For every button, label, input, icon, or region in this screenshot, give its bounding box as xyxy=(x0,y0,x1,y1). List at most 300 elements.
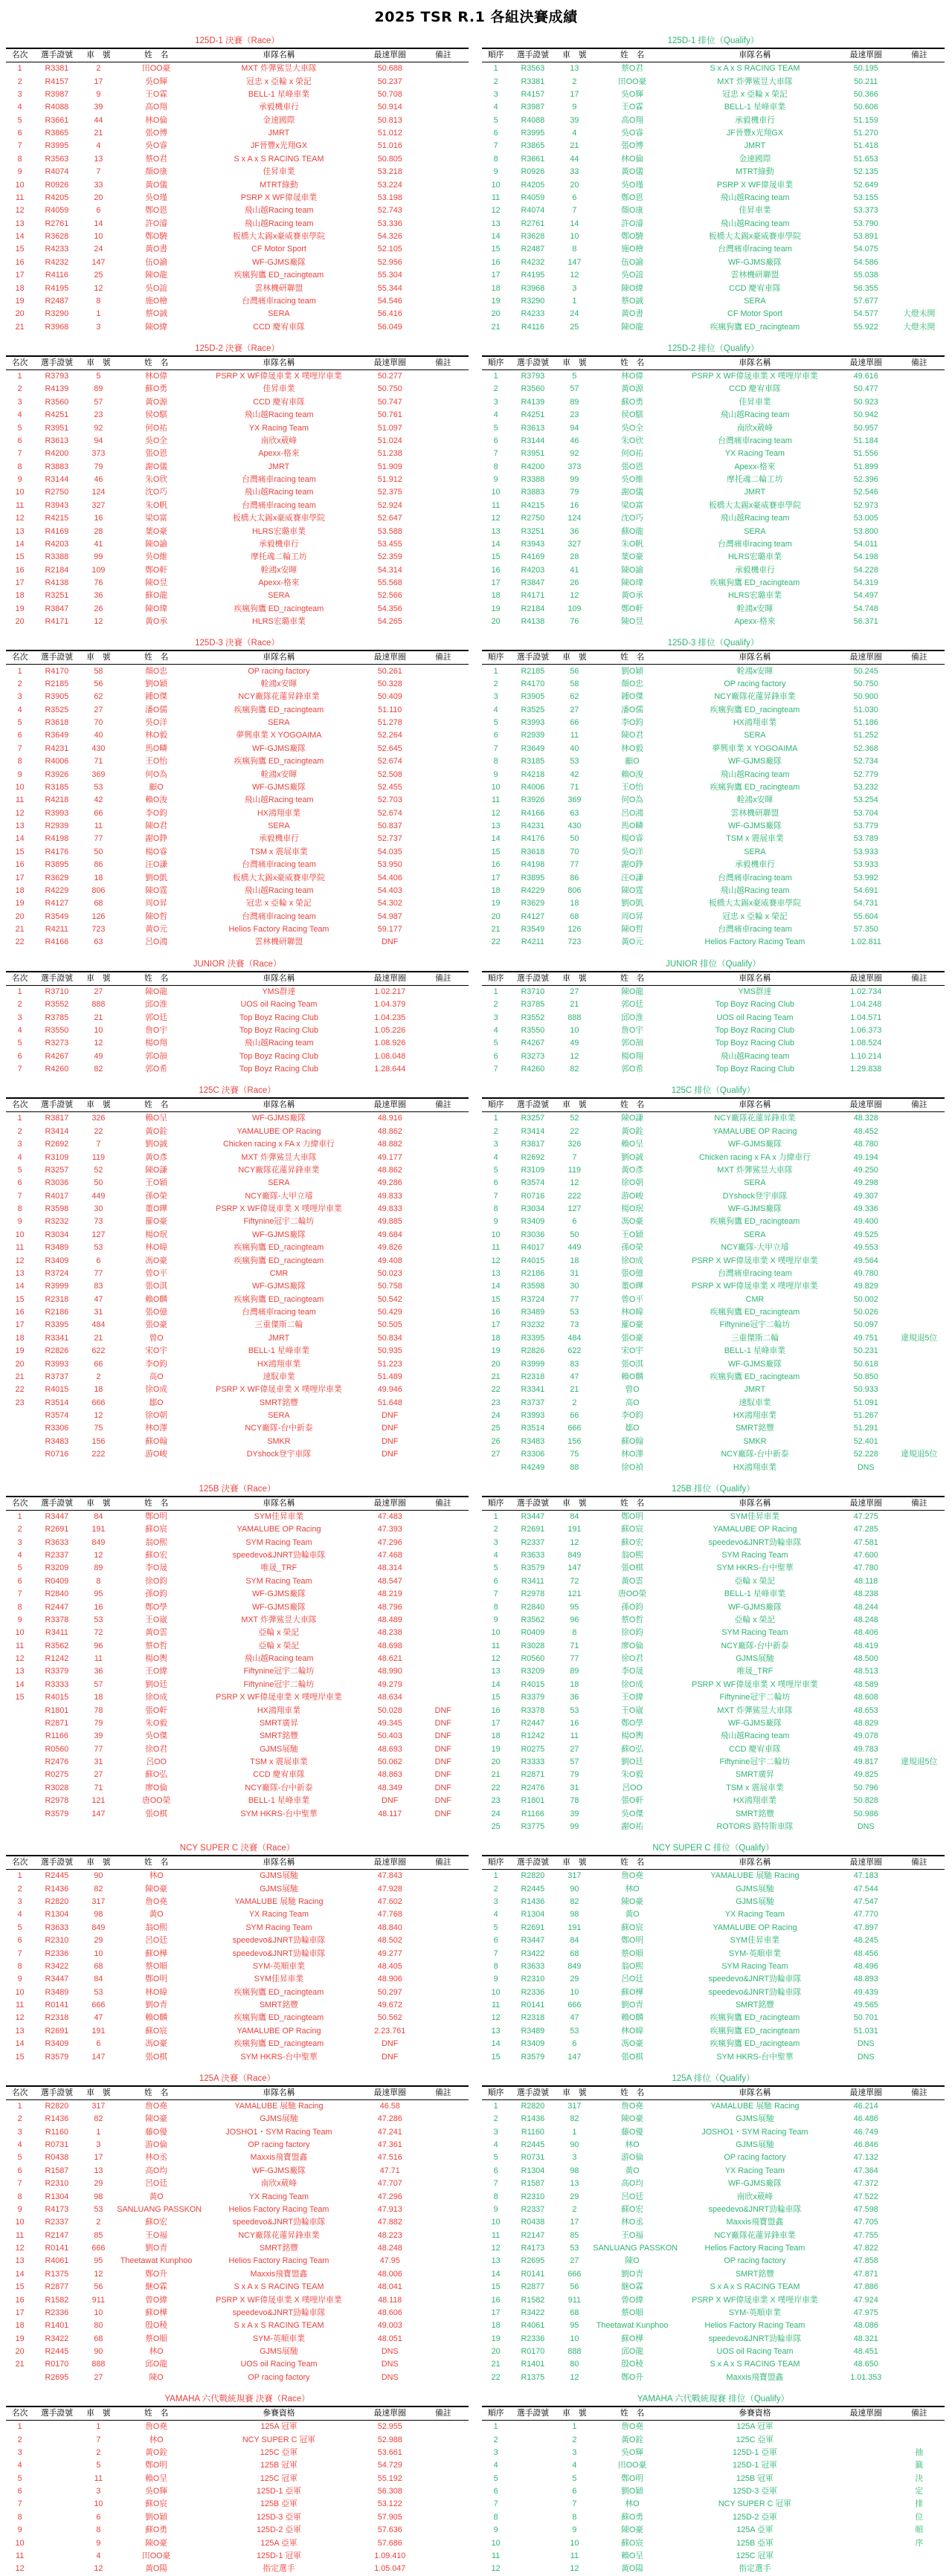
rider-id-cell: R3562 xyxy=(45,1641,69,1650)
remark-cell xyxy=(418,1063,469,1076)
rank-cell: 5 xyxy=(493,1923,498,1932)
team-cell: 飛山越Racing team xyxy=(720,885,790,895)
column-header: 姓 名 xyxy=(117,1497,196,1511)
team-cell: MTRT綠動 xyxy=(736,167,774,177)
remark-cell xyxy=(894,369,945,383)
rank-cell: 10 xyxy=(491,180,501,190)
car-number-cell: 10 xyxy=(570,2538,579,2548)
125c-race-panel xyxy=(0,1085,476,1461)
remark-cell xyxy=(894,1254,945,1267)
rank-cell: 9 xyxy=(493,1615,498,1624)
remark-cell xyxy=(894,525,945,538)
name-cell: 郭O頡 xyxy=(621,1039,644,1048)
name-cell: 楊O輿 xyxy=(145,1654,168,1664)
team-cell: 125B 亞軍 xyxy=(260,2499,298,2509)
name-cell: 張O棋 xyxy=(621,1563,644,1573)
best-lap-cell: 52.359 xyxy=(377,552,402,562)
remark-cell xyxy=(418,665,469,678)
car-number-cell: 11 xyxy=(94,821,103,831)
team-cell: PSRP X WF偉晟車業 xyxy=(716,180,794,190)
car-number-cell: 7 xyxy=(96,167,101,177)
best-lap-cell: 52.955 xyxy=(377,2422,402,2432)
column-header: 姓 名 xyxy=(117,2086,196,2100)
remark-cell xyxy=(894,512,945,525)
rank-cell xyxy=(6,1807,33,1820)
remark-cell xyxy=(894,1063,945,1076)
team-cell: DYshock登宇車隊 xyxy=(246,1450,312,1459)
car-number-cell: 13 xyxy=(570,2179,579,2189)
team-cell: Helios Factory Racing Team xyxy=(704,2321,805,2331)
125d1-qualify-results-table xyxy=(482,48,945,334)
car-number-cell: 12 xyxy=(570,2372,579,2382)
name-cell: 殷O稜 xyxy=(145,2321,168,2331)
rank-cell: 7 xyxy=(17,141,22,151)
rider-id-cell: R2337 xyxy=(45,2218,69,2227)
car-number-cell: 77 xyxy=(570,1294,579,1304)
car-number-cell: 47 xyxy=(94,1294,103,1304)
best-lap-cell: 51.097 xyxy=(377,423,402,433)
team-cell: CCD 慶宥車隊 xyxy=(729,1744,781,1754)
name-cell: 董O曄 xyxy=(145,1204,168,1214)
car-number-cell: 21 xyxy=(570,141,579,151)
column-header: 選手證號 xyxy=(509,651,556,665)
table-row xyxy=(6,885,469,897)
team-cell: TSM x 震展車業 xyxy=(250,1757,308,1767)
name-cell: 潘O儒 xyxy=(621,705,644,714)
rider-id-cell: R3552 xyxy=(45,1000,69,1010)
rank-cell: 3 xyxy=(17,692,22,702)
name-cell: 游O峻 xyxy=(145,1450,168,1459)
rank-cell: 20 xyxy=(491,1359,501,1369)
remark-cell xyxy=(894,2372,945,2384)
best-lap-cell: 51.291 xyxy=(853,1424,878,1433)
name-cell: 継O霖 xyxy=(145,2282,168,2292)
table-row xyxy=(6,1358,469,1370)
remark-cell xyxy=(894,1422,945,1435)
rank-cell: 15 xyxy=(15,2282,25,2292)
table-row xyxy=(482,1037,945,1050)
name-cell: 林O丞 xyxy=(621,2218,644,2227)
table-row xyxy=(482,1743,945,1756)
name-cell: 高O xyxy=(149,1372,164,1381)
name-cell: 林O xyxy=(625,2499,640,2509)
car-number-cell: 8 xyxy=(96,1576,101,1586)
rider-id-cell: R3865 xyxy=(45,129,69,138)
team-cell: ROTORS 路特斯車隊 xyxy=(716,1821,794,1831)
remark-cell xyxy=(418,295,469,308)
table-row xyxy=(6,2372,469,2384)
rider-id-cell: R2939 xyxy=(45,821,69,831)
team-cell: 飛山越Racing team xyxy=(244,410,314,420)
name-cell: 謝O錚 xyxy=(145,834,168,844)
team-cell: 台灣痛車racing team xyxy=(718,245,792,254)
car-number-cell: 53 xyxy=(570,1308,579,1317)
column-header: 最速單圈 xyxy=(362,1856,418,1870)
table-row xyxy=(6,1704,469,1717)
table-row xyxy=(482,871,945,884)
rider-id-cell: R2337 xyxy=(45,1551,69,1560)
car-number-cell: 1 xyxy=(572,2422,577,2432)
car-number-cell: 156 xyxy=(567,1436,582,1446)
best-lap-cell: 47.275 xyxy=(853,1511,878,1521)
table-row xyxy=(6,525,469,538)
best-lap-cell: 2.23.761 xyxy=(374,2026,406,2036)
car-number-cell: 849 xyxy=(91,1537,106,1547)
best-lap-cell: 49.277 xyxy=(377,1949,402,1958)
rank-cell: 3 xyxy=(493,2127,498,2137)
table-row xyxy=(6,422,469,434)
car-number-cell: 62 xyxy=(94,692,103,702)
team-cell: 夢興車業 X YOGOAIMA xyxy=(712,743,798,753)
table-row xyxy=(6,603,469,616)
column-header: 順序 xyxy=(482,972,509,986)
table-row xyxy=(482,396,945,409)
best-lap-cell: 48.406 xyxy=(853,1628,878,1638)
name-cell: 張O億 xyxy=(145,1308,168,1317)
remark-cell xyxy=(894,2050,945,2063)
best-lap-cell: DNF xyxy=(382,1796,399,1806)
car-number-cell: 2 xyxy=(96,2218,101,2227)
table-row xyxy=(482,166,945,178)
rider-id-cell: R4061 xyxy=(45,2256,69,2266)
rider-id-cell: R4233 xyxy=(521,309,545,319)
remark-cell xyxy=(894,1037,945,1050)
column-header: 最速單圈 xyxy=(362,1098,418,1112)
car-number-cell: 4 xyxy=(572,129,577,138)
rider-id-cell: R3629 xyxy=(45,873,69,882)
rider-id-cell: R2147 xyxy=(45,2230,69,2240)
table-row xyxy=(482,2459,945,2472)
team-cell: WF-GJMS廠隊 xyxy=(251,782,306,792)
best-lap-cell: 52.566 xyxy=(377,591,402,601)
remark-cell xyxy=(894,1371,945,1384)
rank-cell: 14 xyxy=(491,232,501,242)
team-cell: 三重傑斯二輪 xyxy=(730,1333,779,1343)
car-number-cell: 36 xyxy=(570,1693,579,1702)
rank-cell: 11 xyxy=(16,2001,25,2010)
best-lap-cell: 48.321 xyxy=(853,2334,878,2343)
name-cell: 蘇O宸 xyxy=(145,1525,168,1534)
rider-id-cell: R2318 xyxy=(521,1372,545,1381)
rider-id-cell xyxy=(509,2447,556,2459)
name-cell: 劉O誠 xyxy=(621,1152,644,1162)
team-cell: 佳昇車業 xyxy=(263,384,295,394)
team-cell: OP racing factory xyxy=(248,2140,310,2150)
rider-id-cell: R2337 xyxy=(521,2204,545,2214)
team-cell: GJMS展馳 xyxy=(736,1884,774,1894)
best-lap-cell: 51.030 xyxy=(853,705,878,714)
name-cell: 黃O xyxy=(625,1910,640,1920)
name-cell: 林O暐 xyxy=(621,1308,644,1317)
car-number-cell: 2 xyxy=(572,2204,577,2214)
remark-cell xyxy=(894,781,945,794)
rank-cell: 11 xyxy=(492,500,501,510)
rank-cell: 8 xyxy=(493,757,498,766)
remark-cell xyxy=(418,409,469,422)
name-cell: 馮O豪 xyxy=(621,2039,644,2049)
rank-cell: 4 xyxy=(17,2461,22,2470)
team-cell: WF-GJMS廠隊 xyxy=(251,743,306,753)
best-lap-cell: DNF xyxy=(382,937,399,947)
best-lap-cell: 49.565 xyxy=(853,2001,878,2010)
rank-cell: 4 xyxy=(493,410,498,420)
name-cell: 侯O騏 xyxy=(621,410,644,420)
name-cell: 蘇O宸 xyxy=(621,1525,644,1534)
team-cell: 指定選手 xyxy=(739,2564,771,2574)
table-row xyxy=(482,1306,945,1319)
rank-cell: 7 xyxy=(17,1949,22,1958)
car-number-cell: 95 xyxy=(570,2321,579,2331)
header-row xyxy=(482,2406,945,2421)
rank-cell: 18 xyxy=(491,283,501,293)
car-number-cell: 80 xyxy=(94,2321,103,2331)
car-number-cell: 484 xyxy=(91,1320,106,1330)
team-cell: 飛山越Racing team xyxy=(720,1051,790,1061)
rank-cell: 1 xyxy=(17,1114,22,1123)
name-cell: 謝O儀 xyxy=(145,462,168,471)
name-cell: 賴O麟 xyxy=(621,1372,644,1381)
best-lap-cell: 50.062 xyxy=(377,1757,402,1767)
name-cell: 蘇O宸 xyxy=(621,1923,644,1932)
name-cell: 黃O xyxy=(149,1910,164,1920)
table-row xyxy=(6,2447,469,2459)
column-header: 選手證號 xyxy=(509,2406,556,2421)
car-number-cell: 723 xyxy=(567,937,582,947)
rank-cell: 4 xyxy=(493,1910,498,1920)
rider-id-cell: R3793 xyxy=(521,372,545,381)
best-lap-cell: 48.829 xyxy=(853,1718,878,1728)
table-row xyxy=(482,846,945,859)
rider-id-cell: R2185 xyxy=(521,666,545,676)
rank-cell: 8 xyxy=(493,2512,498,2522)
table-row xyxy=(6,743,469,755)
rank-cell: 20 xyxy=(491,2347,501,2357)
best-lap-cell: 50.935 xyxy=(377,1346,402,1356)
table-row xyxy=(6,461,469,474)
team-cell: 台灣痛車racing team xyxy=(718,925,792,934)
best-lap-cell: 51.110 xyxy=(378,705,402,714)
rank-cell: 6 xyxy=(493,1576,498,1586)
car-number-cell: 484 xyxy=(567,1333,582,1343)
table-row xyxy=(6,1050,469,1063)
table-row xyxy=(482,474,945,486)
team-cell: 125C 亞軍 xyxy=(736,2435,774,2444)
name-cell: 陳O諭 xyxy=(145,539,168,549)
team-cell: SYM HKRS-台中聖華 xyxy=(716,1563,794,1573)
team-cell: TSM x 震展車業 xyxy=(726,1783,784,1792)
rider-id-cell: R3381 xyxy=(521,77,545,86)
car-number-cell: 109 xyxy=(91,565,106,575)
column-header: 姓 名 xyxy=(117,48,196,62)
column-header: 姓 名 xyxy=(117,1098,196,1112)
team-cell: WF-GJMS廠隊 xyxy=(251,2166,306,2175)
remark-cell xyxy=(894,2550,945,2563)
rider-id-cell: R4015 xyxy=(521,1256,545,1265)
best-lap-cell: 46.846 xyxy=(853,2140,878,2150)
rank-cell: 21 xyxy=(15,925,25,934)
team-cell: CMR xyxy=(269,1268,289,1278)
car-number-cell: 89 xyxy=(570,1667,579,1676)
remark-cell xyxy=(894,911,945,923)
rank-cell: 6 xyxy=(493,129,498,138)
team-cell: PSRP X WF偉晟車業 X 噗哩岸車業 xyxy=(216,1385,342,1395)
rider-id-cell: R4166 xyxy=(45,937,69,947)
car-number-cell: 6 xyxy=(96,206,101,216)
rider-id-cell: R0926 xyxy=(521,167,545,177)
best-lap-cell: 47.770 xyxy=(853,1910,878,1920)
rank-cell: 2 xyxy=(17,2435,22,2444)
table-row xyxy=(482,1112,945,1126)
rider-id-cell: R4232 xyxy=(45,257,69,267)
best-lap-cell: 57.636 xyxy=(377,2525,402,2535)
column-header: 順序 xyxy=(482,2086,509,2100)
team-cell: 飛山越Racing team xyxy=(244,885,314,895)
car-number-cell: 83 xyxy=(570,1359,579,1369)
team-cell: S x A x S RACING TEAM xyxy=(234,154,324,164)
column-header: 備註 xyxy=(418,356,469,370)
name-cell: 呂O廷 xyxy=(145,2179,168,2189)
car-number-cell: 12 xyxy=(94,2269,103,2279)
rider-id-cell: R4203 xyxy=(521,565,545,575)
table-row xyxy=(6,1743,469,1756)
name-cell: 張O豪 xyxy=(145,1320,168,1330)
rider-id-cell: R2877 xyxy=(521,2282,545,2292)
remark-cell xyxy=(894,1870,945,1883)
remark-cell xyxy=(418,2333,469,2346)
best-lap-cell: 1.04.571 xyxy=(850,1013,882,1022)
remark-cell xyxy=(418,2511,469,2524)
column-header: 姓 名 xyxy=(117,356,196,370)
rider-id-cell: R4059 xyxy=(521,193,545,202)
rank-cell: 11 xyxy=(16,2551,25,2560)
remark-cell: 違規退5位 xyxy=(901,1757,938,1767)
table-row xyxy=(482,1448,945,1461)
team-cell: WF-GJMS廠隊 xyxy=(727,757,782,766)
rank-cell: 19 xyxy=(15,2334,25,2343)
remark-cell xyxy=(894,833,945,845)
team-cell: 飛山越Racing team xyxy=(244,795,314,805)
table-row xyxy=(482,1242,945,1254)
name-cell: 李O鈞 xyxy=(145,1359,168,1369)
best-lap-cell: 48.248 xyxy=(853,1615,878,1624)
car-number-cell: 77 xyxy=(94,834,103,844)
remark-cell xyxy=(418,1306,469,1319)
rider-id-cell: R3379 xyxy=(521,1693,545,1702)
junior-qualify-results-table xyxy=(482,971,945,1076)
rank-cell: 16 xyxy=(491,565,501,575)
rank-cell: 16 xyxy=(15,2295,25,2305)
rider-id-cell xyxy=(33,2537,80,2549)
car-number-cell: 70 xyxy=(570,847,579,856)
team-cell: 摩托魂二輪工坊 xyxy=(251,552,307,562)
rank-cell: 10 xyxy=(491,1987,501,1997)
best-lap-cell: 54.497 xyxy=(853,591,878,601)
rank-cell: 3 xyxy=(493,397,498,407)
rank-cell: 15 xyxy=(15,552,25,562)
remark-cell xyxy=(418,1229,469,1242)
best-lap-cell: 48.634 xyxy=(377,1693,402,1702)
rider-id-cell: R3514 xyxy=(521,1424,545,1433)
table-row xyxy=(482,486,945,499)
car-number-cell: 49 xyxy=(94,1051,103,1061)
car-number-cell: 84 xyxy=(570,1511,579,1521)
table-row xyxy=(482,1461,945,1473)
table-row xyxy=(482,422,945,434)
125a-qualify-results-table xyxy=(482,2085,945,2384)
rank-cell: 4 xyxy=(493,705,498,714)
name-cell: 鄒O xyxy=(149,1398,164,1407)
rider-id-cell xyxy=(509,2433,556,2446)
remark-cell xyxy=(418,1588,469,1601)
rider-id-cell: R3649 xyxy=(521,743,545,753)
rider-id-cell: R3999 xyxy=(521,1359,545,1369)
rank-cell: 20 xyxy=(491,617,501,627)
name-cell: 陳O哲 xyxy=(145,911,168,921)
best-lap-cell: 54.265 xyxy=(377,617,402,627)
best-lap-cell: 53.800 xyxy=(853,526,878,536)
rider-id-cell: R3895 xyxy=(45,860,69,870)
name-cell: 徐O君 xyxy=(145,1744,168,1754)
rider-id-cell: R4203 xyxy=(45,539,69,549)
name-cell: 邱O淮 xyxy=(145,1000,168,1010)
team-cell: GJMS展馳 xyxy=(260,2347,298,2357)
best-lap-cell: 49.177 xyxy=(377,1152,402,1162)
remark-cell xyxy=(894,1397,945,1410)
name-cell: 李O晟 xyxy=(621,1667,644,1676)
table-row xyxy=(6,269,469,282)
best-lap-cell: DNS xyxy=(381,2347,399,2357)
name-cell: 陳O昱 xyxy=(621,617,644,627)
best-lap-cell: 51.016 xyxy=(377,141,402,151)
table-row xyxy=(482,2216,945,2229)
best-lap-cell: 53.455 xyxy=(377,539,402,549)
best-lap-cell: 48.621 xyxy=(377,1654,402,1664)
best-lap-cell: 50.606 xyxy=(853,103,878,112)
best-lap-cell: 53.232 xyxy=(853,782,878,792)
best-lap-cell: 52.674 xyxy=(377,757,402,766)
table-row xyxy=(6,1216,469,1228)
best-lap-cell: 52.401 xyxy=(853,1436,878,1446)
column-header: 最速單圈 xyxy=(838,48,894,62)
car-number-cell: 79 xyxy=(570,488,579,497)
car-number-cell: 23 xyxy=(570,410,579,420)
name-cell: 何O為 xyxy=(621,795,644,805)
best-lap-cell: 52.135 xyxy=(853,167,878,177)
remark-cell xyxy=(894,178,945,191)
best-lap-cell xyxy=(838,2537,894,2549)
rider-id-cell: R2310 xyxy=(45,2179,69,2189)
name-cell: 張O軒 xyxy=(145,1705,168,1715)
remark-cell xyxy=(894,256,945,269)
name-cell: 蘇O樺 xyxy=(621,2334,644,2343)
team-cell: Helios Factory Racing Team xyxy=(228,2204,329,2214)
rider-id-cell: R3209 xyxy=(45,1563,69,1573)
best-lap-cell: 50.211 xyxy=(854,77,878,86)
rank-cell: 4 xyxy=(17,1910,22,1920)
car-number-cell: 24 xyxy=(570,309,579,319)
team-cell: WF-GJMS廠隊 xyxy=(727,1140,782,1149)
125d1-race-panel xyxy=(0,36,476,334)
best-lap-cell: 53.005 xyxy=(853,514,878,523)
rider-id-cell: R0275 xyxy=(45,1770,69,1780)
best-lap-cell: 47.296 xyxy=(377,1537,402,1547)
rider-id-cell: R3737 xyxy=(45,1372,69,1381)
name-cell: 施O檜 xyxy=(621,245,644,254)
remark-cell xyxy=(894,1821,945,1833)
remark-cell: 決 xyxy=(915,2473,924,2483)
best-lap-cell: DNS xyxy=(381,2360,399,2369)
section-ncysuperc xyxy=(0,1843,952,2064)
